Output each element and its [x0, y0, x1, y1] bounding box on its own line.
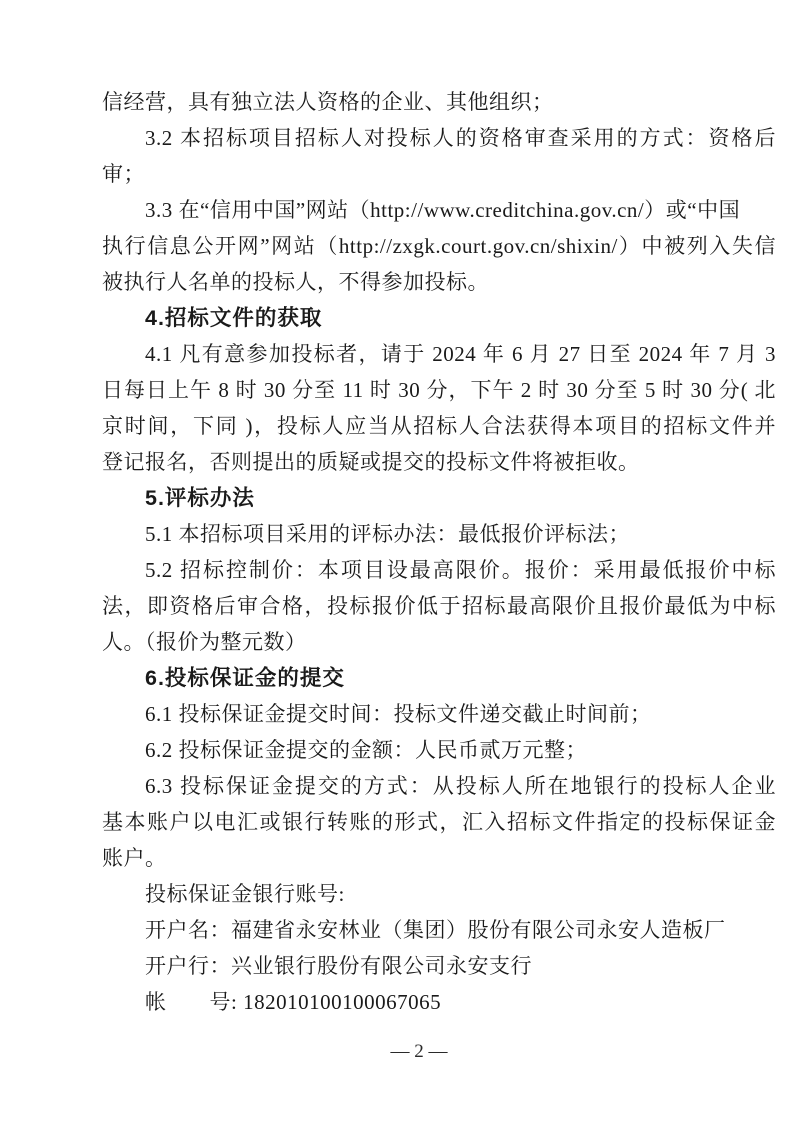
- text-line: 基本账户以电汇或银行转账的形式，汇入招标文件指定的投标保证金: [102, 810, 776, 834]
- text-line: 6.1 投标保证金提交时间：投标文件递交截止时间前；: [145, 702, 652, 726]
- text-line: 京时间，下同 )，投标人应当从招标人合法获得本项目的招标文件并: [102, 414, 776, 438]
- section-4-bid-document-acquisition: [102, 300, 776, 480]
- section-3-continuation: [102, 84, 776, 300]
- text-line: 登记报名，否则提出的质疑或提交的投标文件将被拒收。: [102, 450, 640, 474]
- text-line-with-url: 执行信息公开网”网站（http://zxgk.court.gov.cn/shixin/）中被列入失信: [102, 234, 776, 258]
- text-line: 账户。: [102, 846, 167, 870]
- text-line: 6.2 投标保证金提交的金额：人民币贰万元整；: [145, 738, 587, 762]
- text-line: 6.3 投标保证金提交的方式：从投标人所在地银行的投标人企业: [145, 774, 776, 798]
- text-line: 日每日上午 8 时 30 分至 11 时 30 分，下午 2 时 30 分至 5 时 30 分( 北: [102, 378, 776, 402]
- text-line: 5.1 本招标项目采用的评标办法：最低报价评标法；: [145, 522, 630, 546]
- bank-branch-line: 开户行：兴业银行股份有限公司永安支行: [145, 954, 532, 978]
- section-6-bid-security: [102, 660, 776, 1020]
- bank-account-number-line: 帐 号: 182010100100067065: [145, 990, 442, 1014]
- text-line: 审；: [102, 162, 145, 186]
- section-5-heading: 5.评标办法: [145, 486, 255, 510]
- section-4-heading: 4.招标文件的获取: [145, 306, 323, 330]
- bank-account-holder-line: 开户名：福建省永安林业（集团）股份有限公司永安人造板厂: [145, 918, 726, 942]
- text-line-with-url: 3.3 在“信用中国”网站（http://www.creditchina.gov.cn/）或“中国: [145, 198, 741, 222]
- text-line: 法，即资格后审合格，投标报价低于招标最高限价且报价最低为中标: [102, 594, 776, 618]
- text-line: 3.2 本招标项目招标人对投标人的资格审查采用的方式：资格后: [145, 126, 776, 150]
- text-line: 信经营，具有独立法人资格的企业、其他组织；: [102, 90, 554, 114]
- bank-account-title-line: 投标保证金银行账号:: [145, 882, 345, 906]
- section-6-heading: 6.投标保证金的提交: [145, 666, 345, 690]
- text-line: 4.1 凡有意参加投标者，请于 2024 年 6 月 27 日至 2024 年 7 月 3: [145, 342, 776, 366]
- text-line: 5.2 招标控制价：本项目设最高限价。报价：采用最低报价中标: [145, 558, 776, 582]
- section-5-evaluation-method: [102, 480, 776, 660]
- text-line: 被执行人名单的投标人，不得参加投标。: [102, 270, 489, 294]
- page-content: [102, 84, 776, 1020]
- page-number: — 2 —: [390, 1041, 448, 1062]
- text-line: 人。（报价为整元数）: [102, 630, 307, 654]
